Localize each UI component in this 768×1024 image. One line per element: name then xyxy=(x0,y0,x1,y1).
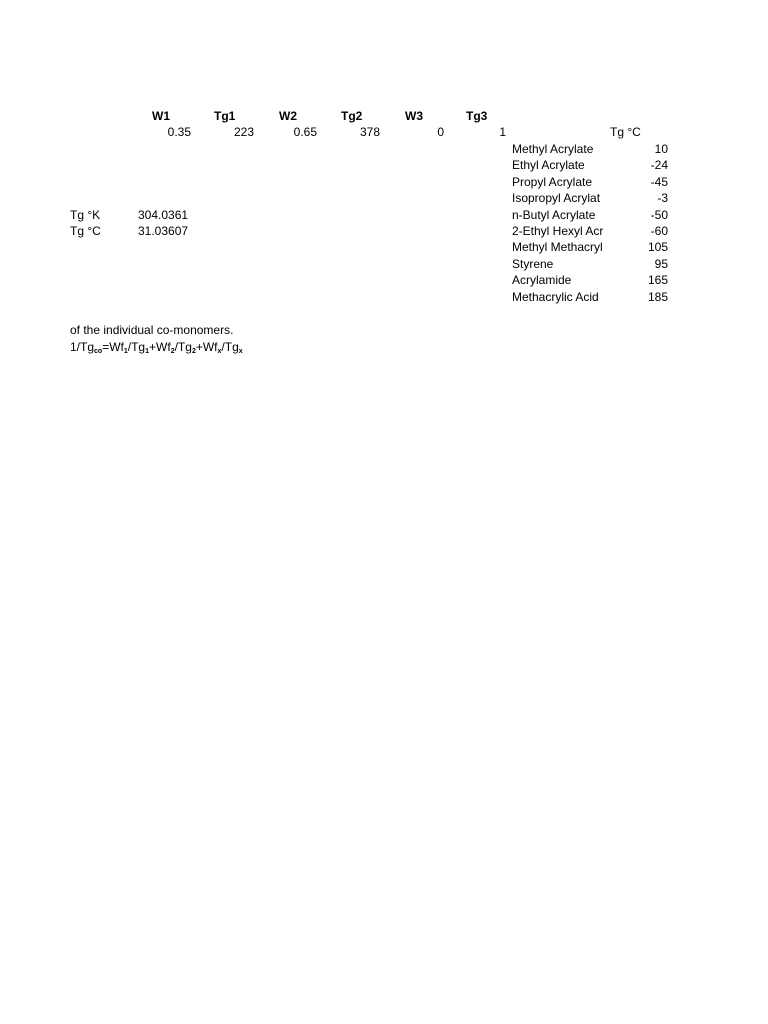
monomer-tg: 95 xyxy=(654,257,668,271)
value-w3[interactable]: 0 xyxy=(437,125,444,139)
value-w1[interactable]: 0.35 xyxy=(167,125,191,139)
header-tg3: Tg3 xyxy=(466,109,488,123)
formula-part: /Tg xyxy=(127,340,146,354)
monomer-name: Ethyl Acrylate xyxy=(512,158,585,172)
monomer-tg: 105 xyxy=(647,240,668,254)
monomer-name: Acrylamide xyxy=(512,273,572,287)
value-tg2[interactable]: 378 xyxy=(359,125,380,139)
value-tg3[interactable]: 1 xyxy=(499,125,506,139)
monomer-name: 2-Ethyl Hexyl Acr xyxy=(512,224,604,238)
monomer-name: Methacrylic Acid xyxy=(512,290,599,304)
formula-part: +Wf xyxy=(149,340,171,354)
formula-subscript: co xyxy=(94,348,103,355)
value-w2[interactable]: 0.65 xyxy=(293,125,317,139)
monomer-name: Methyl Methacryl xyxy=(512,240,603,254)
formula-part: /Tg xyxy=(221,340,239,354)
monomer-name: Propyl Acrylate xyxy=(512,175,593,189)
monomer-tg: 10 xyxy=(654,142,668,156)
monomer-tg: -60 xyxy=(650,224,668,238)
result-celsius-label: Tg °C xyxy=(70,224,101,238)
formula-part: 1/Tg xyxy=(70,340,95,354)
monomer-tg: -45 xyxy=(650,175,668,189)
formula-subscript: 1 xyxy=(123,348,128,355)
header-w3: W3 xyxy=(405,109,423,123)
formula-subscript: x xyxy=(217,348,222,355)
formula-subscript: 2 xyxy=(191,348,196,355)
formula-subscript: 1 xyxy=(145,348,150,355)
formula-part: =Wf xyxy=(102,340,124,354)
fox-equation xyxy=(70,340,243,354)
header-tg2: Tg2 xyxy=(341,109,363,123)
formula-part: /Tg xyxy=(174,340,192,354)
result-kelvin-value: 304.0361 xyxy=(138,208,189,222)
monomer-tg: -3 xyxy=(657,191,668,205)
monomer-name: Styrene xyxy=(512,257,554,271)
monomer-name: Isopropyl Acrylat xyxy=(512,191,601,205)
header-tg1: Tg1 xyxy=(214,109,236,123)
monomer-tg: 165 xyxy=(647,273,668,287)
formula-part: +Wf xyxy=(195,340,218,354)
header-w2: W2 xyxy=(279,109,297,123)
formula-subscript: x xyxy=(238,348,243,355)
monomer-name: n-Butyl Acrylate xyxy=(512,208,596,222)
monomer-tg: 185 xyxy=(647,290,668,304)
result-kelvin-label: Tg °K xyxy=(70,208,101,222)
header-w1: W1 xyxy=(152,109,170,123)
monomer-tg: -24 xyxy=(650,158,668,172)
monomer-name: Methyl Acrylate xyxy=(512,142,594,156)
note-text: of the individual co-monomers. xyxy=(70,323,234,337)
value-tg1[interactable]: 223 xyxy=(233,125,254,139)
result-celsius-value: 31.03607 xyxy=(138,224,189,238)
monomer-tg: -50 xyxy=(650,208,668,222)
tg-table-header: Tg °C xyxy=(610,125,641,139)
formula-subscript: 2 xyxy=(170,348,175,355)
